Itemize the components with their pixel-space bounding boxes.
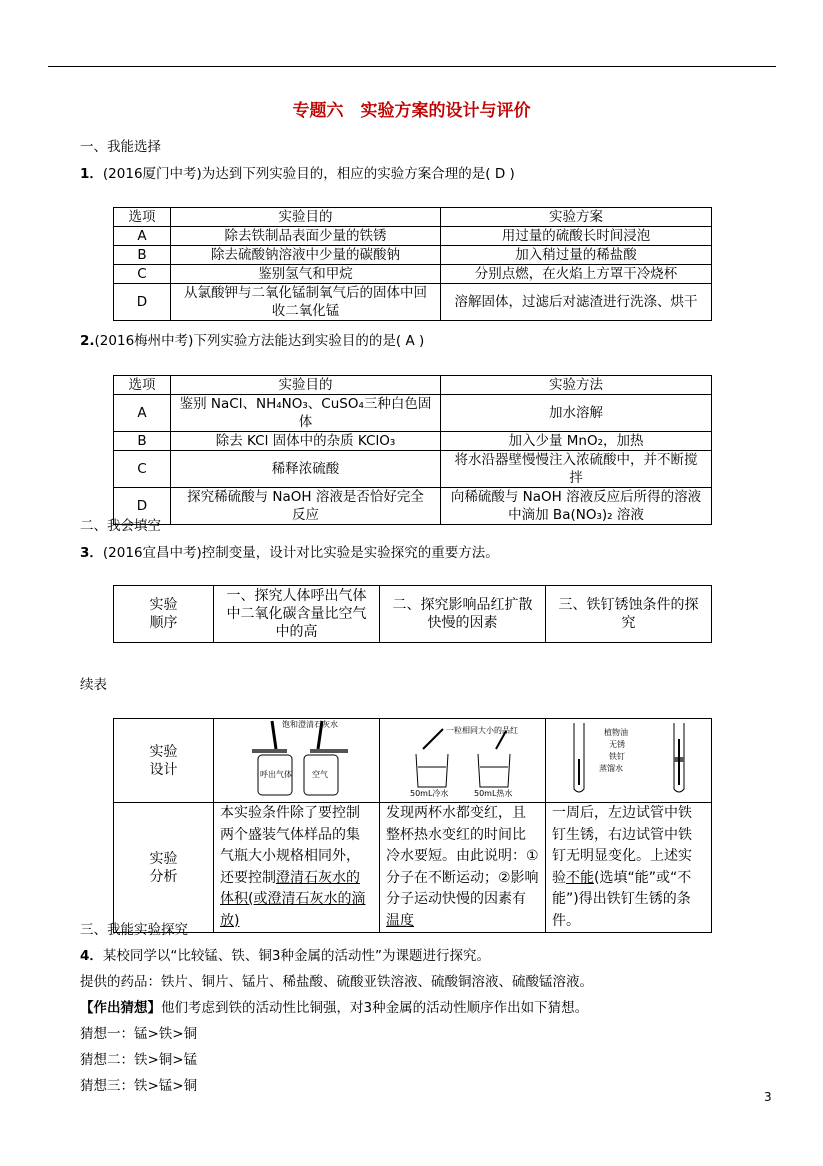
hypothesis-intro: [80, 996, 588, 1016]
label-exhaled-gas: 呼出气体: [259, 770, 292, 779]
label-distilled-water: 蒸馏水: [598, 764, 623, 773]
question-number: 3．: [80, 545, 103, 561]
text: (选填“能”或“不能”)得出铁钉生锈的条件。: [552, 869, 692, 929]
question-4: [80, 944, 490, 964]
cell: 鉴别 NaCl、NH₄NO₃、CuSO₄三种白色固体: [171, 395, 441, 432]
page-number: 3: [764, 1090, 772, 1104]
label-oil: 植物油: [603, 728, 628, 737]
cell: 向稀硫酸与 NaOH 溶液反应后所得的溶液中滴加 Ba(NO₃)₂ 溶液: [441, 488, 712, 525]
question-text: (2016梅州中考)下列实验方法能达到实验目的的是( A ): [94, 333, 425, 349]
hypothesis-3: 猜想三：铁>锰>铜: [80, 1078, 198, 1094]
cell: D: [114, 284, 171, 321]
question-number: 1．: [80, 166, 103, 182]
table-row: [114, 432, 712, 451]
section-heading-3: 三、我能实验探究: [80, 922, 188, 938]
label-dye: 一粒相同大小的品红: [445, 726, 518, 735]
cell: 鉴别氢气和甲烷: [171, 265, 441, 284]
analysis-cell-1: [214, 803, 380, 933]
design-image-3: [546, 719, 712, 803]
row-label: 实验顺序: [114, 586, 214, 643]
analysis-cell-2: [380, 803, 546, 933]
table-q3-detail: [113, 718, 712, 933]
cell: 除去 KCl 固体中的杂质 KClO₃: [171, 432, 441, 451]
cell: 除去硫酸钠溶液中少量的碳酸钠: [171, 246, 441, 265]
table-q2: [113, 375, 712, 525]
question-number: 2.: [80, 333, 95, 349]
hypothesis-1: 猜想一：锰>铁>铜: [80, 1026, 198, 1042]
table-row: [114, 395, 712, 432]
table-q1: [113, 207, 712, 321]
answer: 不能: [566, 869, 594, 886]
hypothesis-2: 猜想二：铁>铜>锰: [80, 1052, 198, 1068]
text: 一周后，左边试管中铁钉生锈，右边试管中铁钉无明显变化。上述实验: [552, 805, 692, 886]
cell: 三、铁钉锈蚀条件的探究: [546, 586, 712, 643]
table-row: [114, 488, 712, 525]
cell: 加入少量 MnO₂，加热: [441, 432, 712, 451]
cell: 除去铁制品表面少量的铁锈: [171, 227, 441, 246]
cell: C: [114, 451, 171, 488]
table-row: [114, 586, 712, 643]
cell: B: [114, 246, 171, 265]
cell: 分别点燃，在火焰上方罩干冷烧杯: [441, 265, 712, 284]
cell: B: [114, 432, 171, 451]
text: 本实验条件除了要控制两个盛装气体样品的集气瓶大小规格相同外，还要控制: [220, 805, 360, 886]
table-row: [114, 451, 712, 488]
label-rust-free: 无锈: [608, 740, 625, 749]
cell: 溶解固体，过滤后对滤渣进行洗涤、烘干: [441, 284, 712, 321]
table-row: [114, 284, 712, 321]
table-row: [114, 246, 712, 265]
design-image-1: [214, 719, 380, 803]
header-cell: 实验目的: [171, 208, 441, 227]
label-cold-water: 50mL冷水: [409, 789, 448, 797]
cell: 探究稀硫酸与 NaOH 溶液是否恰好完全反应: [171, 488, 441, 525]
continued-label: 续表: [80, 677, 107, 693]
table-row: [114, 803, 712, 933]
cell: 加水溶解: [441, 395, 712, 432]
row-label: 实验分析: [114, 803, 214, 933]
question-1: [80, 162, 515, 182]
cell: 从氯酸钾与二氧化锰制氧气后的固体中回收二氧化锰: [171, 284, 441, 321]
hypothesis-text: 他们考虑到铁的活动性比铜强，对3种金属的活动性顺序作出如下猜想。: [161, 1000, 589, 1016]
header-cell: 选项: [114, 208, 171, 227]
label-nail: 铁钉: [608, 752, 625, 761]
table-header-row: [114, 376, 712, 395]
cell: 加入稍过量的稀盐酸: [441, 246, 712, 265]
label-air: 空气: [311, 770, 328, 779]
section-heading-2: 二、我会填空: [80, 518, 161, 534]
question-3: [80, 541, 499, 561]
cell: 稀释浓硫酸: [171, 451, 441, 488]
page-title: 专题六 实验方案的设计与评价: [292, 101, 531, 121]
question-text: (2016厦门中考)为达到下列实验目的，相应的实验方案合理的是( D ): [102, 166, 515, 182]
question-text: (2016宜昌中考)控制变量，设计对比实验是实验探究的重要方法。: [102, 545, 499, 561]
table-row: [114, 719, 712, 803]
row-label: 实验设计: [114, 719, 214, 803]
section-heading-1: 一、我能选择: [80, 139, 161, 155]
cell: 二、探究影响品红扩散快慢的因素: [380, 586, 546, 643]
label-hot-water: 50mL热水: [473, 789, 512, 797]
answer: 澄清石灰水的体积(或澄清石灰水的滴放): [220, 869, 366, 929]
header-cell: 选项: [114, 376, 171, 395]
table-q3-order: [113, 585, 712, 643]
question-2: [80, 329, 424, 349]
header-cell: 实验目的: [171, 376, 441, 395]
cell: 将水沿器壁慢慢注入浓硫酸中，并不断搅拌: [441, 451, 712, 488]
question-text: 某校同学以“比较锰、铁、铜3种金属的活动性”为课题进行探究。: [102, 948, 490, 964]
analysis-cell-3: [546, 803, 712, 933]
table-row: [114, 227, 712, 246]
answer: 温度: [386, 912, 414, 929]
cell: 用过量的硫酸长时间浸泡: [441, 227, 712, 246]
hypothesis-heading: 【作出猜想】: [80, 1000, 161, 1016]
question-number: 4．: [80, 948, 103, 964]
label-limewater: 饱和澄清石灰水: [281, 720, 338, 729]
drugs-text: 提供的药品：铁片、铜片、锰片、稀盐酸、硫酸亚铁溶液、硫酸铜溶液、硫酸锰溶液。: [80, 974, 593, 990]
header-rule: [48, 66, 776, 67]
header-cell: 实验方法: [441, 376, 712, 395]
cell: 一、探究人体呼出气体中二氧化碳含量比空气中的高: [214, 586, 380, 643]
cell: A: [114, 395, 171, 432]
text: 发现两杯水都变红，且整杯热水变红的时间比冷水要短。由此说明：①分子在不断运动；②影响分子运动快慢的因素有: [386, 805, 539, 907]
cell: C: [114, 265, 171, 284]
design-image-2: [380, 719, 546, 803]
table-header-row: [114, 208, 712, 227]
table-row: [114, 265, 712, 284]
cell: D: [114, 488, 171, 525]
cell: A: [114, 227, 171, 246]
header-cell: 实验方案: [441, 208, 712, 227]
